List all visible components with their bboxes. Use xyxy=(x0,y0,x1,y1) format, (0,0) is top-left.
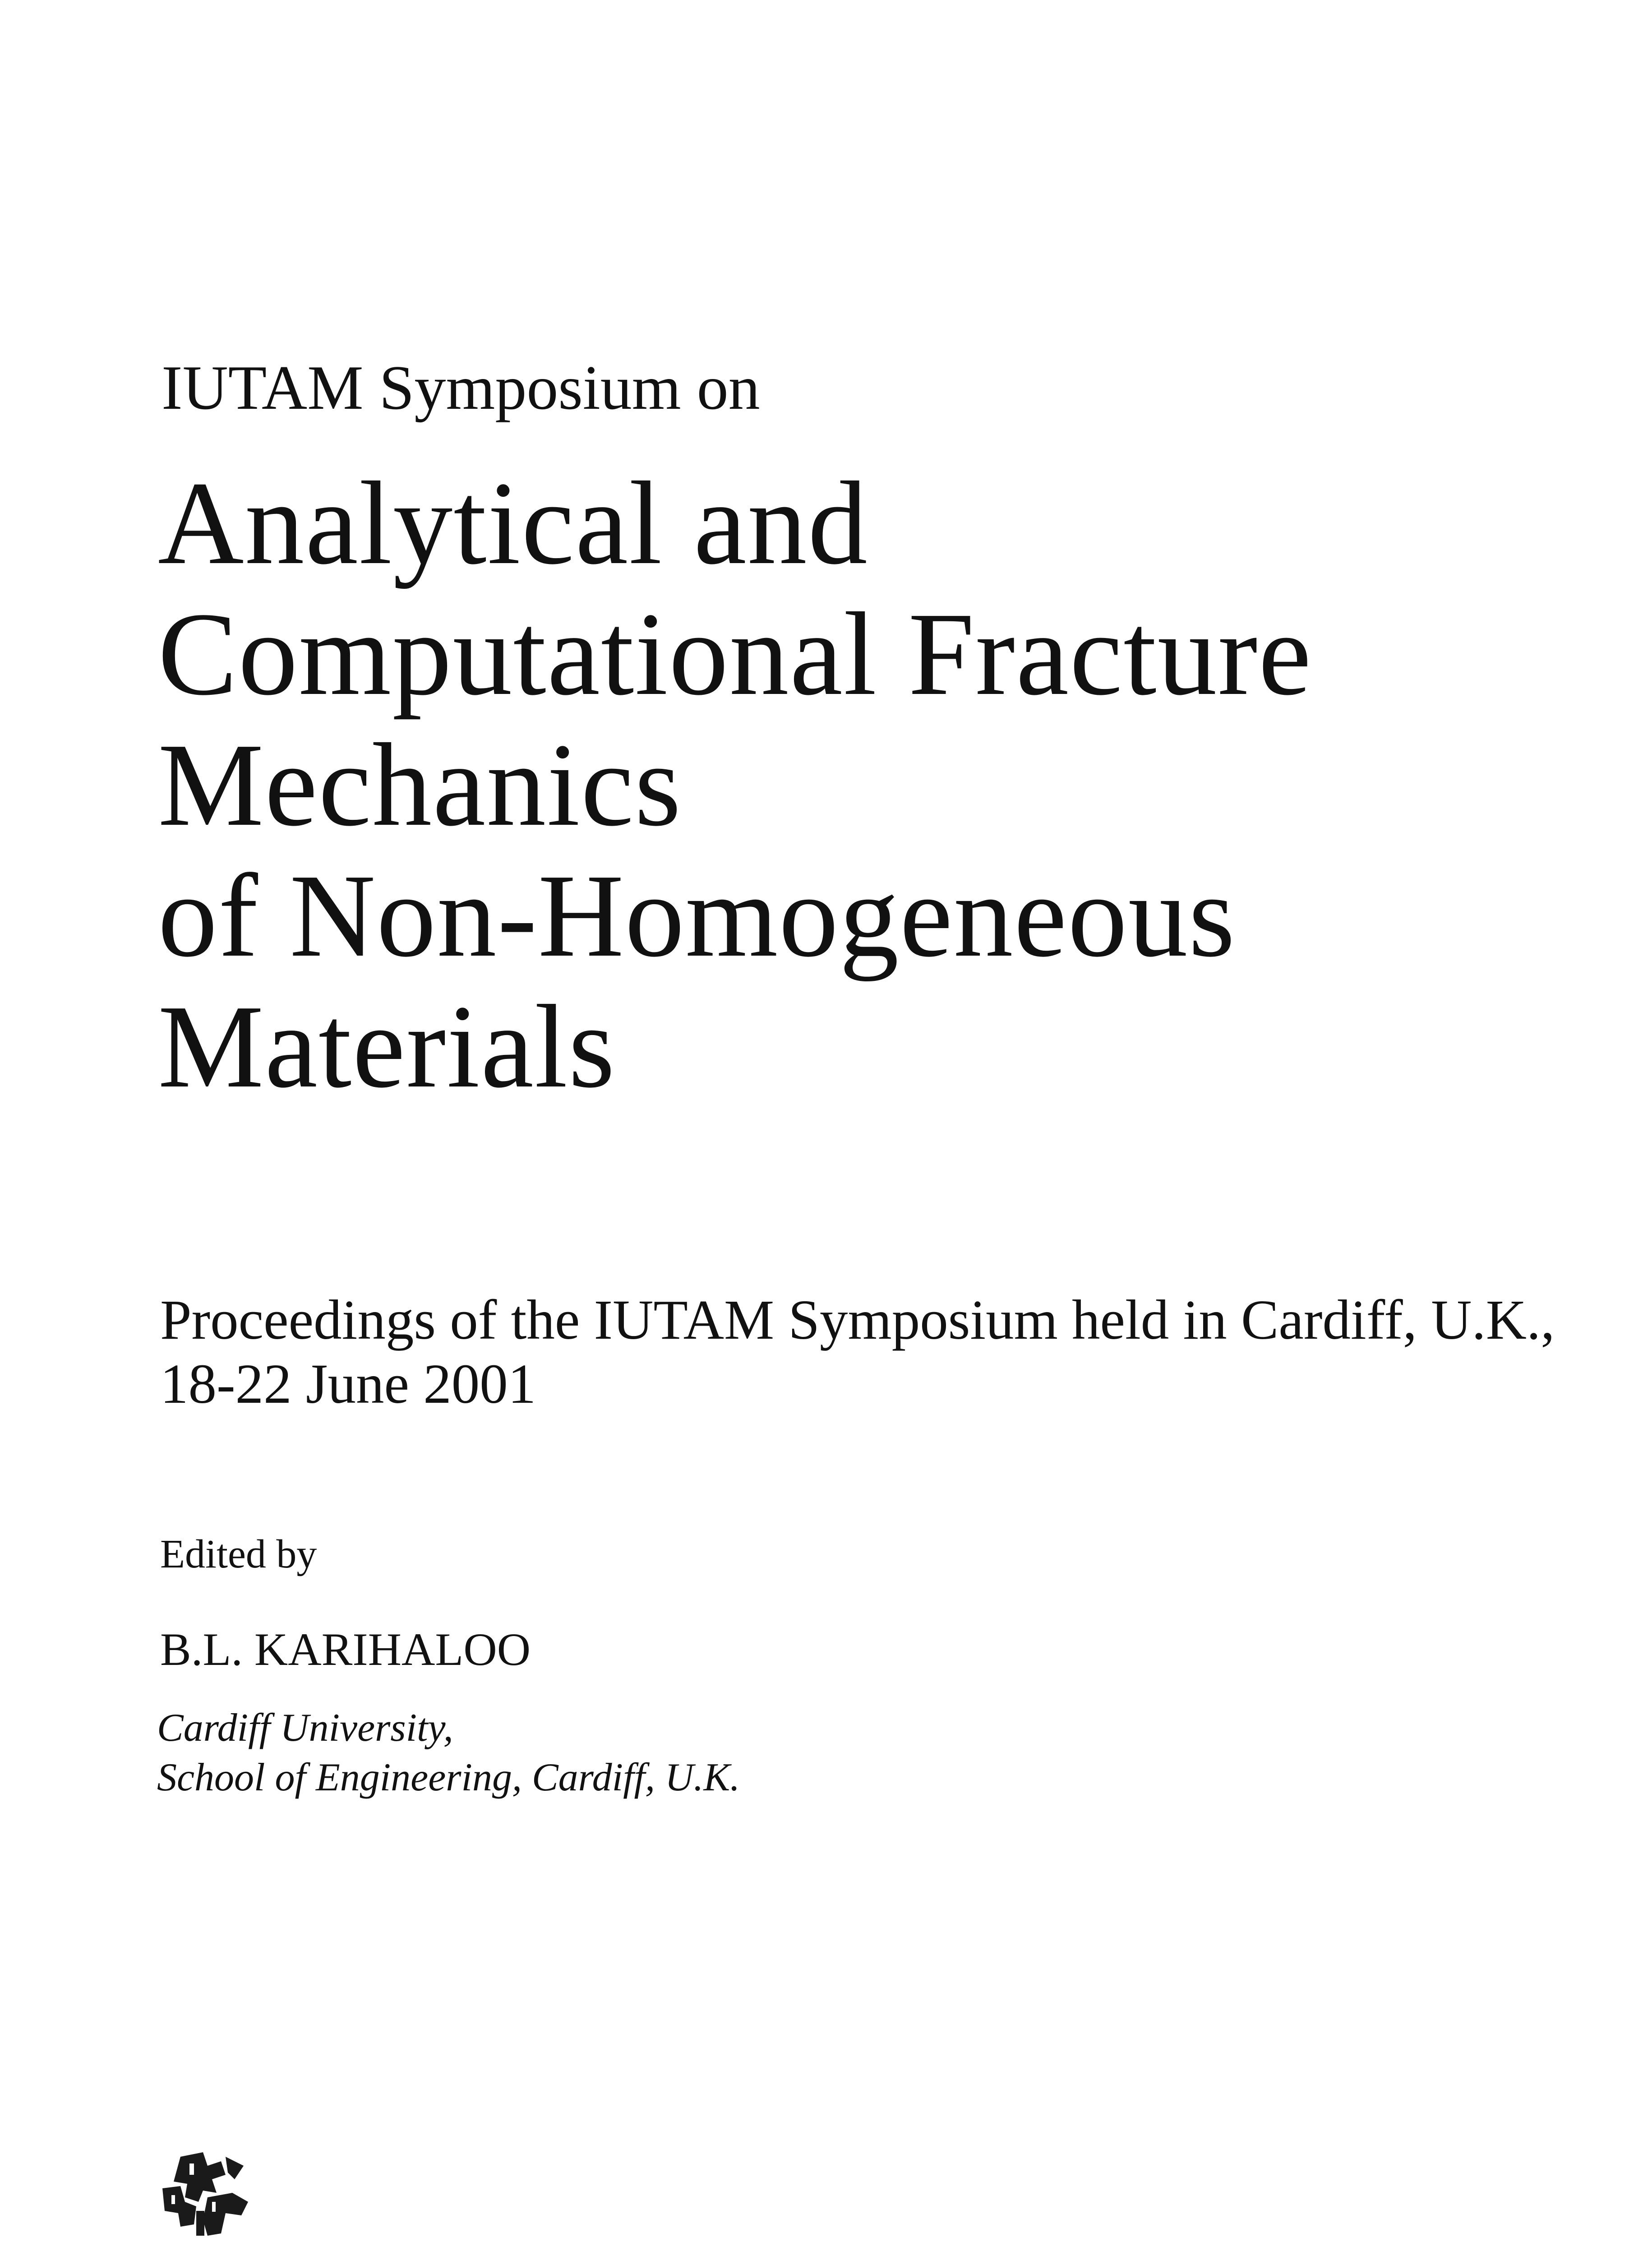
editor-name: B.L. KARIHALOO xyxy=(160,1624,531,1675)
springer-logo-icon xyxy=(153,2148,257,2242)
proceedings-line: 18-22 June 2001 xyxy=(160,1353,536,1415)
title-line: Computational Fracture xyxy=(158,588,1312,720)
title-line: Materials xyxy=(158,981,616,1113)
symposium-label: IUTAM Symposium on xyxy=(162,353,760,423)
title-line: Mechanics xyxy=(158,719,682,851)
proceedings-line: Proceedings of the IUTAM Symposium held in Cardiff, U.K., xyxy=(160,1289,1555,1351)
affiliation-line: Cardiff University, xyxy=(157,1706,453,1750)
editor-affiliation xyxy=(157,1703,740,1803)
book-title xyxy=(158,458,1312,1112)
title-line: Analytical and xyxy=(158,458,868,589)
proceedings-statement xyxy=(160,1288,1555,1416)
affiliation-line: School of Engineering, Cardiff, U.K. xyxy=(157,1756,740,1799)
edited-by-label: Edited by xyxy=(160,1532,317,1576)
title-line: of Non-Homogeneous xyxy=(158,850,1236,982)
